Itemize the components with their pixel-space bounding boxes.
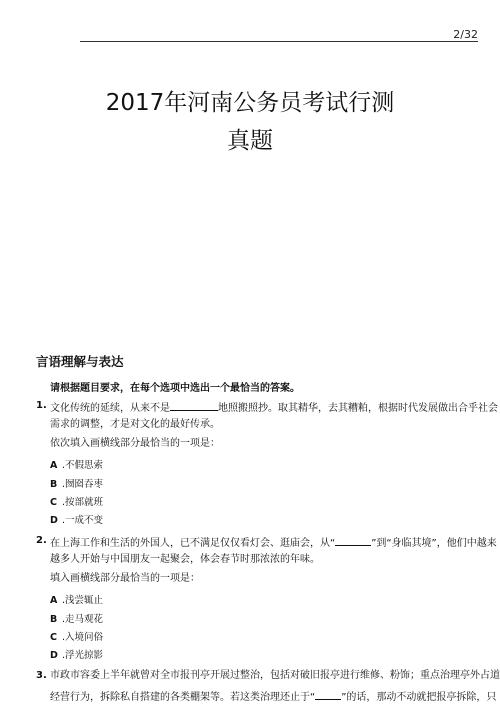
- question-3-number: 3.: [36, 670, 47, 681]
- question-1-stem-part-a: 文化传统的延续，从来不是: [50, 403, 170, 414]
- question-3-stem-part-a: 经营行为，拆除私自搭建的各类棚架等。若这类治理还止于“: [50, 692, 316, 703]
- question-2-option-b: B .走马观花: [50, 614, 104, 625]
- question-2-stem-line-2: 越多人开始与中国朋友一起聚会，体会春节时那浓浓的年味。: [50, 554, 320, 565]
- question-3-stem-part-b: ”的话，那动不动就把报亭拆除，只: [341, 692, 497, 703]
- question-2-option-d: D .浮光掠影: [50, 650, 104, 661]
- question-3-blank: [315, 689, 341, 700]
- question-2-stem-part-b: ”到“身临其境”，他们中越来: [371, 538, 497, 549]
- question-1-number: 1.: [36, 400, 47, 411]
- question-1-blank: [170, 400, 218, 411]
- question-1-option-a: A .不假思索: [50, 460, 104, 471]
- question-2-option-a: A .浅尝辄止: [50, 595, 104, 606]
- question-1-stem-part-b: 地照搬照抄。取其精华，去其糟粕，根据时代发展做出合乎社会: [218, 403, 498, 414]
- question-2-stem-line-1: [50, 535, 497, 550]
- question-1-prompt: 依次填入画横线部分最恰当的一项是：: [50, 438, 220, 449]
- question-1-option-c: C .按部就班: [50, 497, 104, 508]
- question-2-number: 2.: [36, 535, 47, 546]
- section-title: 言语理解与表达: [36, 354, 124, 369]
- question-3-stem-line-1: 市政市容委上半年就曾对全市报刊亭开展过整治，包括对破旧报亭进行维修、粉饰；重点治理亭外占道: [50, 670, 500, 681]
- question-2-stem-part-a: 在上海工作和生活的外国人，已不满足仅仅看灯会、逛庙会，从“: [50, 538, 336, 549]
- question-1-stem-line-1: [50, 400, 498, 415]
- header-rule: [80, 41, 478, 42]
- page-number: 2/32: [453, 28, 478, 41]
- question-2-blank: [335, 535, 371, 546]
- document-title-line-2: 真题: [227, 128, 273, 154]
- document-title-line-1: 2017年河南公务员考试行测: [105, 90, 395, 116]
- question-3-stem-line-2: [50, 689, 496, 704]
- question-1-stem-line-2: 需求的调整，才是对文化的最好传承。: [50, 419, 220, 430]
- question-2-prompt: 填入画横线部分最恰当的一项是：: [50, 573, 200, 584]
- question-1-option-b: B .囫囵吞枣: [50, 479, 104, 490]
- section-instruction: 请根据题目要求，在每个选项中选出一个最恰当的答案。: [50, 383, 300, 394]
- question-2-option-c: C .入境问俗: [50, 632, 104, 643]
- question-1-option-d: D .一成不变: [50, 515, 104, 526]
